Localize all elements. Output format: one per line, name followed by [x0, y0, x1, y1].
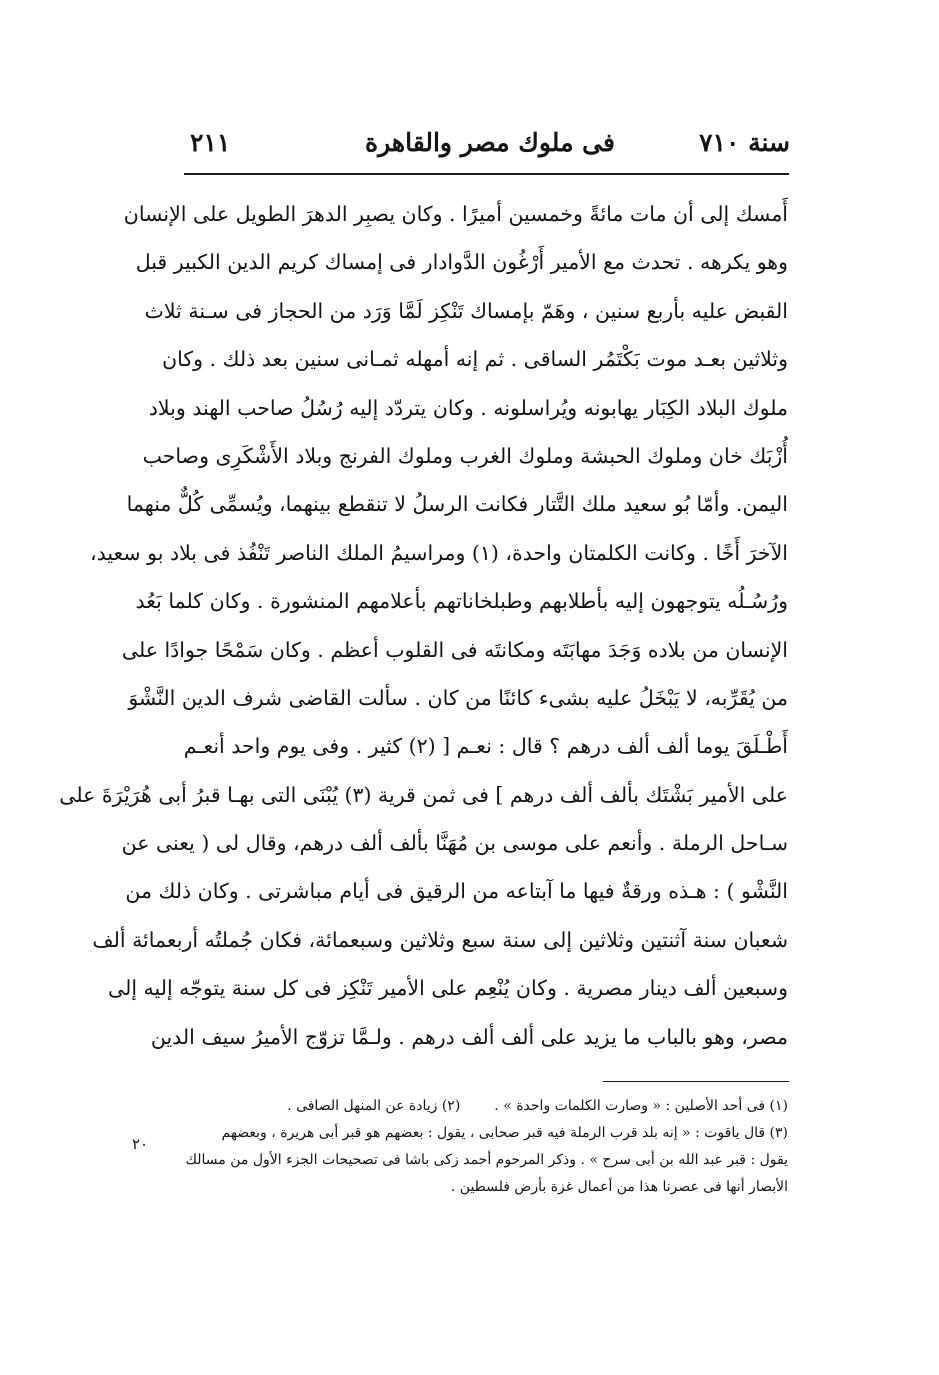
body-line: مصر، وهو بالباب ما يزيد على ألف ألف درهم . ولـمَّا تزوّج الأميرُ سيف الدين	[150, 1024, 788, 1049]
body-line: اليمن. وأمّا بُو سعيد ملك التَّتار فكانت الرسلُ لا تنقطع بينهما، ويُسمِّى كُلٌّ منهما	[126, 492, 788, 517]
footnote-3-line-1: (٣) قال ياقوت : « إنه بلد قرب الرملة فيه قبر صحابى ، يقول : بعضهم هو قبر أبى هريرة ، وبعضهم	[221, 1125, 788, 1141]
body-line: القبض عليه بأربع سنين ، وهَمّ بإمساك تَنْكِز لَمَّا وَرَد من الحجاز فى سـنة ثلاث	[144, 298, 788, 323]
body-line: وهو يكرهه . تحدث مع الأمير أَرْغُون الدَّوادار فى إمساك كريم الدين الكبير قبل	[135, 250, 788, 275]
page-number: ٢١١	[190, 128, 231, 157]
footnote-3-line-3: الأبصار أنها فى عصرنا هذا من أعمال غزة بأرض فلسطين .	[450, 1179, 788, 1195]
footnote-3-line-2: يقول : قبر عبد الله بن أبى سرح » . وذكر المرحوم أحمد زكى باشا فى تصحيحات الجزء الأول من مسالك	[185, 1152, 788, 1168]
body-line: الآخرَ أَخًا . وكانت الكلمتان واحدة، (١) ومراسيمُ الملك الناصر تَنْفُذ فى بلاد بو سعيد،	[89, 540, 788, 565]
body-line: شعبان سنة آثنتين وثلاثين إلى سنة سبع وثلاثين وسبعمائة، فكان جُملتُه أربعمائة ألف	[92, 927, 788, 952]
body-line: أُزْبَك خان وملوك الحبشة وملوك الغرب وملوك الفرنج وبلاد الأَشْكَرِى وصاحب	[142, 443, 788, 468]
body-line: على الأمير بَشْتَك بألف ألف درهم ] فى ثمن قرية (٣) يُبْنَى التى بهـا قبرُ أبى هُرَيْرَةَ على	[59, 782, 788, 807]
body-line: وثلاثين بعـد موت بَكْتَمُر الساقى . ثم إنه أمهله ثمـانى سنين بعد ذلك . وكان	[162, 347, 788, 372]
body-line: النَّشْو ) : هـذه ورقةٌ فيها ما آبتاعه من الرقيق فى أيام مباشرتى . وكان ذلك من	[125, 879, 788, 904]
running-header	[190, 122, 790, 166]
body-line: سـاحل الرملة . وأنعم على موسى بن مُهَنَّا بألف ألف درهم، وقال لى ( يعنى عن	[121, 831, 788, 856]
header-rule	[184, 173, 789, 175]
body-line: الإنسان من بلاده وَجَدَ مهابَتَه ومكانتَه فى القلوب أعظم . وكان سَمْحًا جوادًا على	[121, 637, 788, 662]
body-text	[59, 190, 788, 1061]
body-line: أَطْـلَقَ يوما ألف ألف درهم ؟ قال : نعـم [ (٢) كثير . وفى يوم واحد أنعـم	[183, 734, 788, 759]
header-year: سنة ٧١٠	[699, 128, 790, 157]
body-line: ملوك البلاد الكِبَار يهابونه ويُراسلونه . وكان يتردّد إليه رُسُلُ صاحب الهند وبلاد	[148, 395, 788, 420]
footnote-1: (١) فى أحد الأصلين : « وصارت الكلمات واحدة » .	[494, 1098, 788, 1114]
footnote-2: (٢) زيادة عن المنهل الصافى .	[287, 1098, 461, 1114]
body-line: أَمسك إلى أن مات مائةً وخمسين أميرًا . وكان يصبِر الدهرَ الطويل على الإنسان	[123, 202, 788, 226]
footnotes	[185, 1093, 788, 1201]
footnote-rule	[603, 1081, 789, 1082]
body-line: وسبعين ألف دينار مصرية . وكان يُنْعِم على الأمير تَنْكِز فى كل سنة يتوجّه إليه إلى	[108, 976, 788, 1001]
margin-line-number: ٢٠	[132, 1135, 149, 1153]
header-title: فى ملوك مصر والقاهرة	[365, 128, 615, 157]
body-line: من يُقَرِّبه، لا يَبْخَلُ عليه بشىء كائنًا من كان . سألت القاضى شرف الدين النَّشْوَ	[128, 685, 788, 710]
footnote-row	[192, 1093, 788, 1120]
body-line: ورُسُـلُه يتوجهون إليه بأطلابهم وطبلخاناتهم بأعلامهم المنشورة . وكان كلما بَعُد	[135, 589, 788, 614]
